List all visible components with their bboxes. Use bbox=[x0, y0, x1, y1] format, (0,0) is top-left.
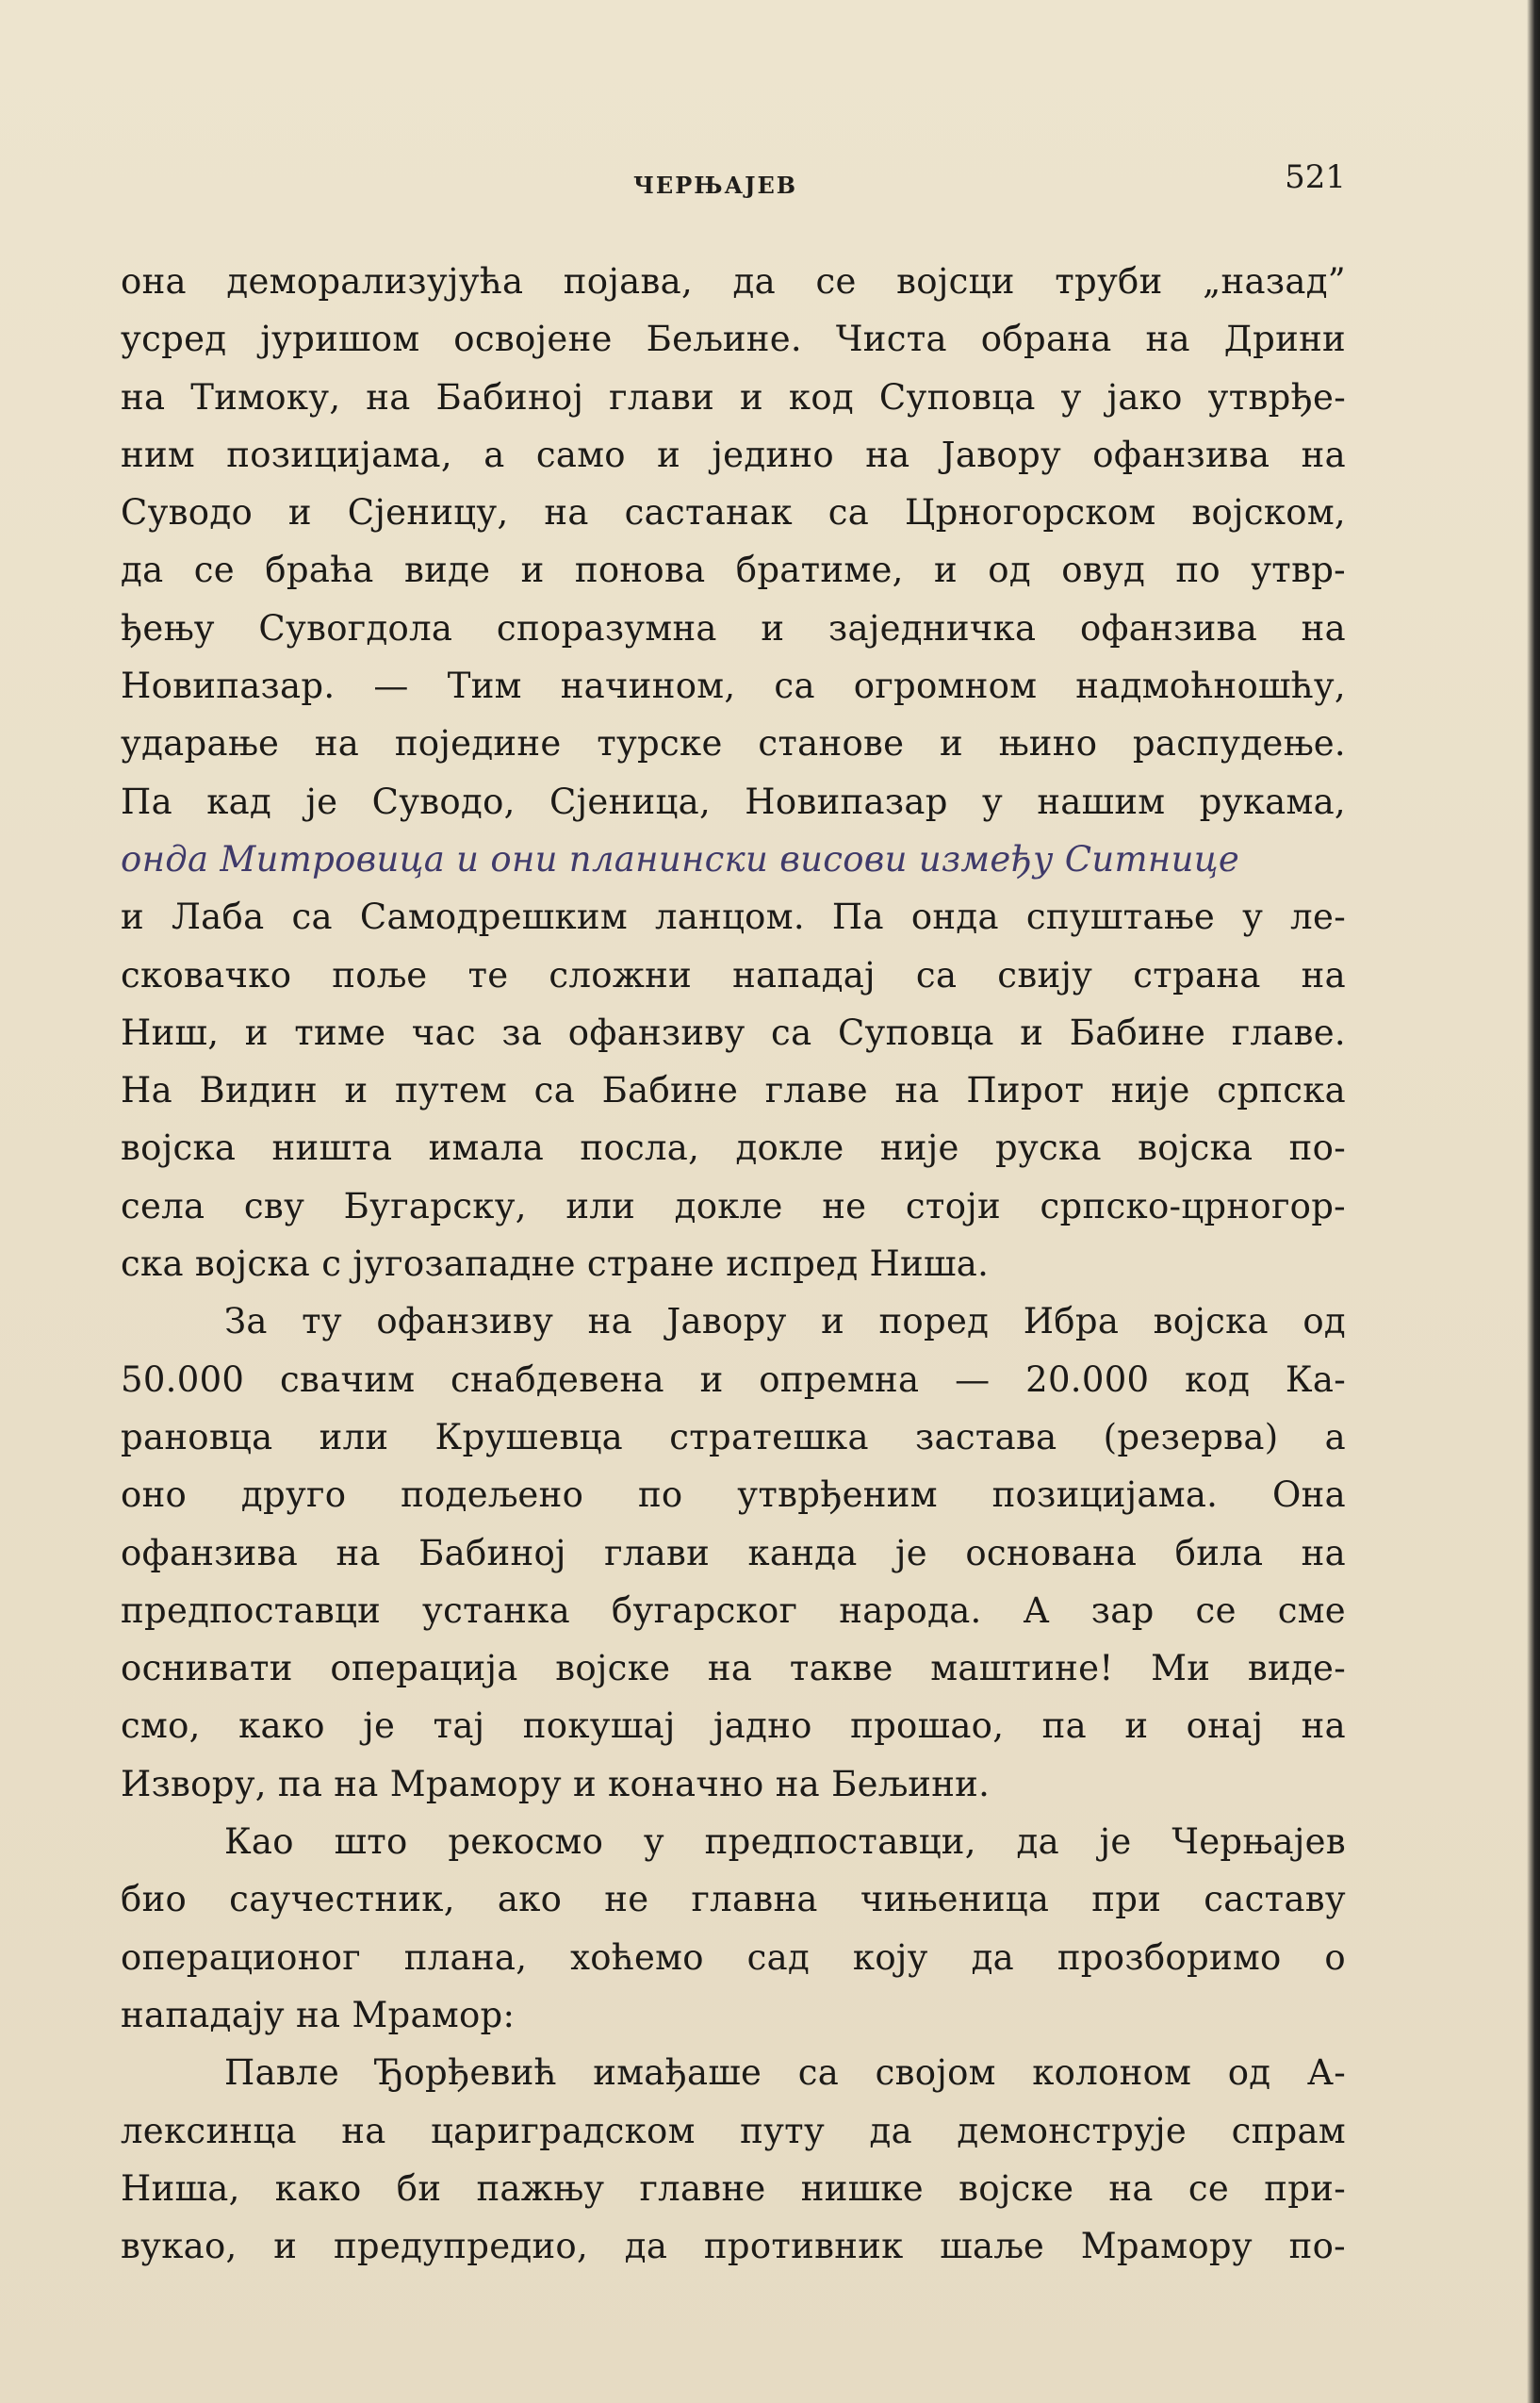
text-line: Ниша, како би пажњу главне нишке војске на се при- bbox=[121, 2167, 1346, 2209]
text-line: смо, како је тај покушај јадно прошао, па и онај на bbox=[121, 1705, 1346, 1747]
text-line: операционог плана, хоћемо сад коју да прозборимо о bbox=[121, 1936, 1346, 1978]
text-line: оснивати операција војске на такве маштине! Ми виде- bbox=[121, 1648, 1346, 1689]
text-line: нападају на Мрамор: bbox=[121, 1994, 516, 2035]
text-line: био саучестник, ако не главна чињеница при саставу bbox=[121, 1879, 1346, 1920]
text-line: Павле Ђорђевић имађаше са својом колоном од А- bbox=[224, 2052, 1346, 2094]
text-line: да се браћа виде и понова братиме, и од овуд по утвр- bbox=[121, 550, 1346, 591]
page-edge-shadow bbox=[1527, 0, 1540, 2403]
text-line: лексинца на цариградском путу да демонструје спрам bbox=[121, 2110, 1346, 2151]
text-line: Па кад је Суводо, Сјеница, Новипазар у нашим рукама, bbox=[121, 781, 1346, 822]
text-line: и Лаба са Самодрешким ланцом. Па онда спуштање у ле- bbox=[121, 897, 1346, 938]
text-line: предпоставци устанка бугарског народа. А зар се сме bbox=[121, 1589, 1346, 1631]
text-line: 50.000 свачим снабдевена и опремна — 20.000 код Ка- bbox=[121, 1358, 1346, 1400]
body-text bbox=[121, 253, 1346, 2275]
text-line: војска ништа имала посла, докле није руска војска по- bbox=[121, 1127, 1346, 1169]
text-line: вукао, и предупредио, да противник шаље Мрамору по- bbox=[121, 2226, 1346, 2267]
text-line: на Тимоку, на Бабиној глави и код Суповца у јако утврђе- bbox=[121, 376, 1346, 418]
text-line: За ту офанзиву на Јавору и поред Ибра војска од bbox=[224, 1301, 1346, 1342]
text-line: Новипазар. — Тим начином, са огромном надмоћношћу, bbox=[121, 666, 1346, 707]
text-line: Извору, па на Мрамору и коначно на Бељини. bbox=[121, 1763, 991, 1804]
running-head: ЧЕРЊАЈЕВ bbox=[633, 172, 798, 199]
text-line: На Видин и путем са Бабине главе на Пирот није српска bbox=[121, 1070, 1346, 1111]
text-line: ним позицијама, а само и једино на Јавору офанзива на bbox=[121, 434, 1346, 475]
text-line: офанзива на Бабиној глави канда је основана била на bbox=[121, 1532, 1346, 1573]
text-line: Суводо и Сјеницу, на састанак са Црногорском војском, bbox=[121, 492, 1346, 534]
text-line: Као што рекосмо у предпоставци, да је Черњајев bbox=[224, 1821, 1346, 1863]
text-line: ударање на поједине турске станове и њино распудење. bbox=[121, 723, 1346, 765]
text-line: Ниш, и тиме час за офанзиву са Суповца и Бабине главе. bbox=[121, 1012, 1346, 1053]
text-line: сковачко поље те сложни нападај са свију страна на bbox=[121, 954, 1346, 996]
page-header bbox=[121, 158, 1346, 206]
page-number: 521 bbox=[1285, 158, 1346, 196]
text-line: она деморализујућа појава, да се војсци труби „назад” bbox=[121, 261, 1346, 302]
text-line: рановца или Крушевца стратешка застава (резерва) а bbox=[121, 1416, 1346, 1457]
text-line-faded: онда Митровица и они планински висови између Ситнице bbox=[121, 838, 1240, 880]
text-line: ђењу Сувогдола споразумна и заједничка офанзива на bbox=[121, 607, 1346, 649]
text-line: усред јуришом освојене Бељине. Чиста обрана на Дрини bbox=[121, 319, 1346, 360]
text-line: оно друго подељено по утврђеним позицијама. Она bbox=[121, 1474, 1346, 1516]
text-line: ска војска с југозападне стране испред Ниша. bbox=[121, 1243, 990, 1285]
text-line: села сву Бугарску, или докле не стоји српско-црногор- bbox=[121, 1185, 1346, 1226]
